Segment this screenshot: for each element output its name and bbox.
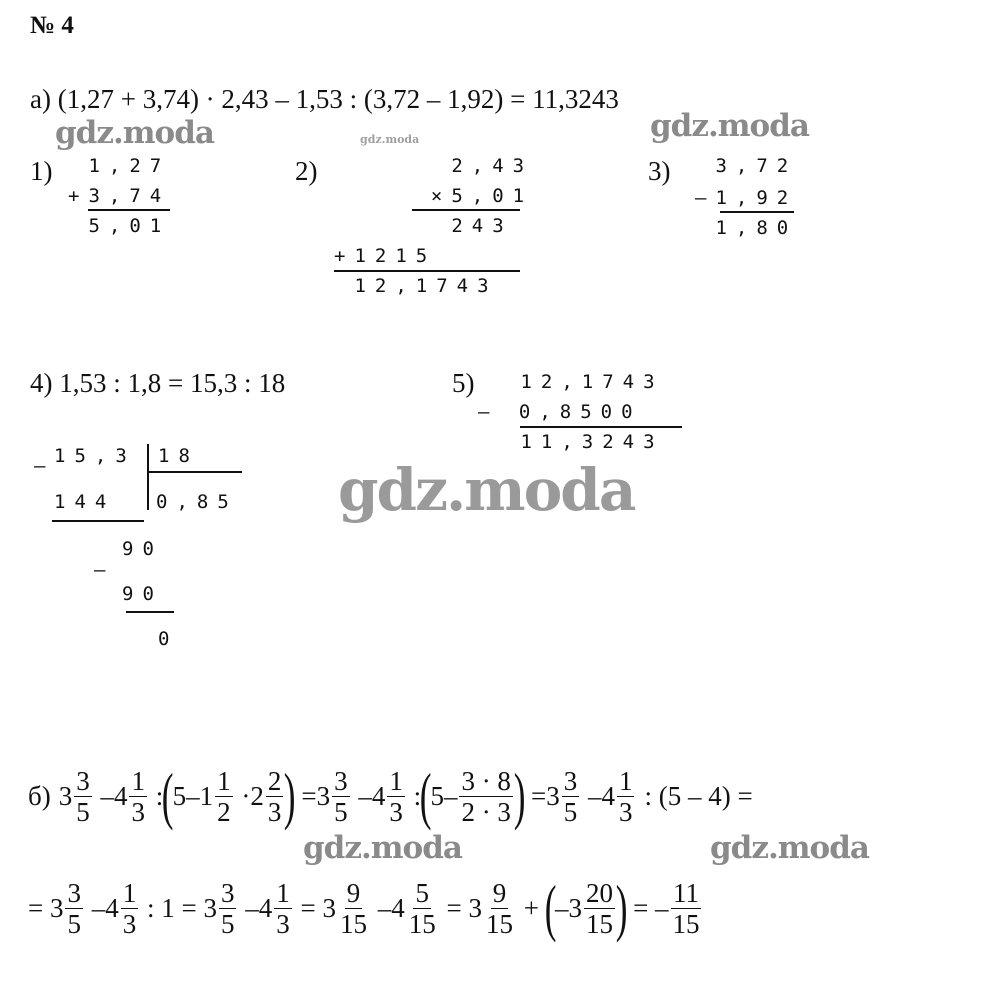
fraction: $\frac{3}{5}$ [334,765,348,827]
subtrahend-1: 144 [54,491,116,513]
fraction: $\frac{3 \cdot 8}{2 \cdot 3}$ [461,765,511,827]
division-minus: – [94,559,115,581]
fraction: $\frac{3}{5}$ [563,765,578,827]
fraction: $\frac{9}{15}$ [485,877,513,939]
step3-row: 3,72 [695,155,798,177]
divisor: 18 [158,445,199,467]
step3-label: 3) [648,156,671,186]
step3-line [720,211,794,213]
watermark: gdz.moda [55,115,214,151]
part-b-label: б) [28,780,51,811]
mixed-number: 3 [58,780,73,811]
part-b-line-1: б) 3 $\frac{3}{5}$ – 4 $\frac{1}{3}$ : ( 5 – 1 $\frac{1}{2}$ · 2 $\frac{2}{3}$ ) = 3 $\frac{3}{5}$ – 4 $\frac{1}{3}$ : ( 5 – $\frac{3 \cdot 8}{2 \cdot 3}$ ) = 3 $\frac{3}{5}$ – 4 $\frac{1}{3}$ : (5 – 4) = [28,760,753,831]
step2-row: 12,1743 [334,275,498,297]
step5-row: 11,3243 [500,431,664,453]
fraction: $\frac{1}{2}$ [217,765,231,827]
subtrahend-2: 90 [122,583,163,605]
watermark: gdz.moda [360,133,420,146]
remainder-2: 0 [158,628,179,650]
fraction: $\frac{1}{3}$ [131,765,145,827]
step5-label: 5) [452,368,475,398]
remainder-1: 90 [122,538,163,560]
division-minus: – [34,455,55,477]
step1-label: 1) [30,156,53,186]
division-line [126,611,174,613]
fraction: $\frac{3}{5}$ [67,877,81,939]
step4-equation: 4) 1,53 : 1,8 = 15,3 : 18 [30,368,286,398]
step3-row: 1,80 [695,217,798,239]
watermark: gdz.moda [303,830,462,866]
step2-row: ×5,01 [390,185,534,207]
dividend: 15,3 [54,445,136,467]
step2-row: 2,43 [390,155,534,177]
step2-row: +1215 [334,245,437,267]
watermark: gdz.moda [710,830,869,866]
step2-line [412,209,520,211]
fraction: $\frac{1}{3}$ [276,877,290,939]
step1-line [88,209,170,211]
exercise-title: № 4 [30,12,74,39]
part-b-line-2: = 3 $\frac{3}{5}$ – 4 $\frac{1}{3}$ : 1 = 3 $\frac{3}{5}$ – 4 $\frac{1}{3}$ = 3 $\frac{9}{15}$ – 4 $\frac{5}{15}$ = 3 $\frac{9}{15}$ + ( –3 $\frac{20}{15}$ ) = – $\frac{11}{15}$ [28,872,700,943]
step2-label: 2) [295,156,318,186]
step2-row: 243 [390,215,513,237]
step5-row: 12,1743 [500,371,664,393]
part-a-equation: а) (1,27 + 3,74) · 2,43 – 1,53 : (3,72 – 1,92) = 11,3243 [30,84,619,114]
step3-row: –1,92 [695,187,798,209]
fraction: $\frac{5}{15}$ [408,877,436,939]
quotient: 0,85 [156,491,238,513]
fraction: $\frac{2}{3}$ [267,765,282,827]
fraction: $\frac{1}{3}$ [618,765,633,827]
step1-row: 5,01 [68,215,171,237]
step5-row: – 0,8500 [478,401,642,423]
division-bar [147,444,149,510]
fraction: $\frac{3}{5}$ [76,765,90,827]
divisor-line [147,471,242,473]
division-line [52,520,144,522]
watermark: gdz.moda [650,108,809,144]
fraction: $\frac{9}{15}$ [339,877,367,939]
result-fraction: $\frac{11}{15}$ [672,877,700,939]
fraction: $\frac{1}{3}$ [122,877,137,939]
fraction: $\frac{3}{5}$ [220,877,235,939]
step1-row: 1,27 [68,155,171,177]
fraction: $\frac{20}{15}$ [586,877,613,939]
fraction: $\frac{1}{3}$ [389,765,403,827]
step1-row: +3,74 [68,185,171,207]
watermark: gdz.moda [338,456,635,524]
